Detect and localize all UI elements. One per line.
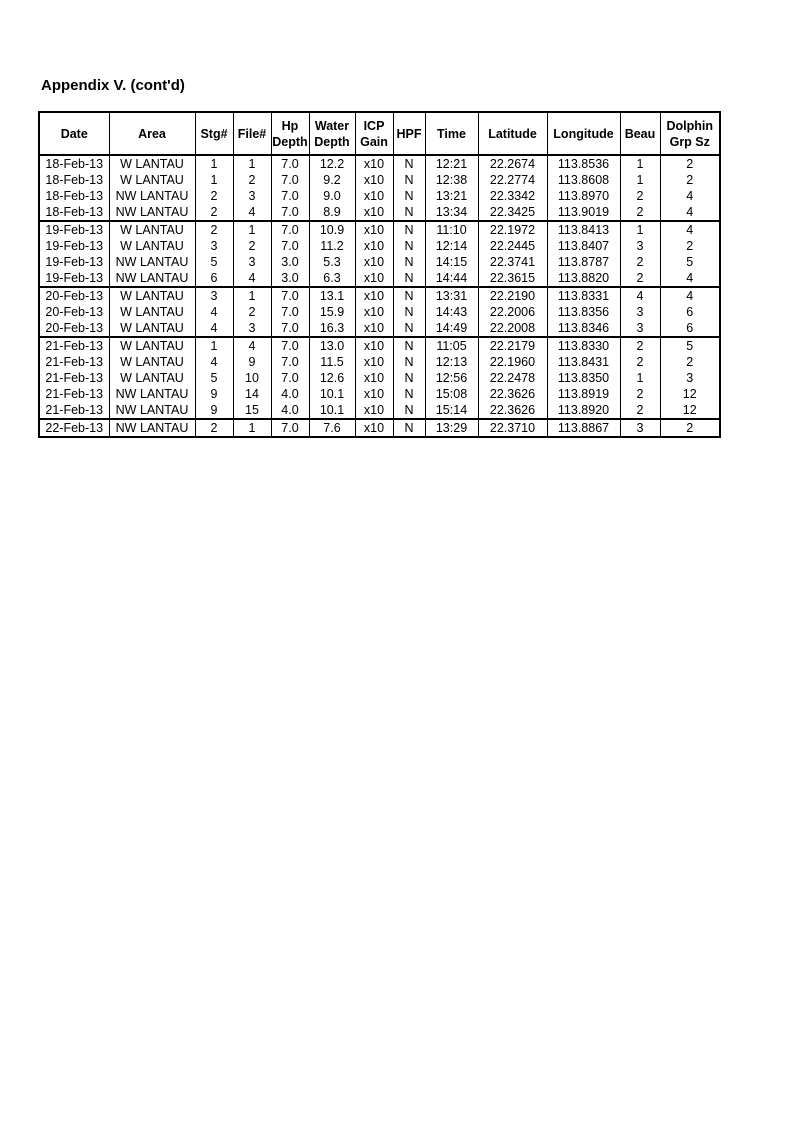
table-cell: N bbox=[393, 320, 425, 337]
table-cell: 113.8330 bbox=[547, 337, 620, 354]
table-cell: 5 bbox=[195, 370, 233, 386]
table-cell: W LANTAU bbox=[109, 370, 195, 386]
table-cell: 2 bbox=[660, 155, 720, 172]
table-cell: W LANTAU bbox=[109, 221, 195, 238]
table-cell: 21-Feb-13 bbox=[39, 370, 109, 386]
table-cell: W LANTAU bbox=[109, 320, 195, 337]
table-cell: 22.3342 bbox=[478, 188, 547, 204]
table-cell: 3 bbox=[660, 370, 720, 386]
table-cell: 13.0 bbox=[309, 337, 355, 354]
table-cell: 12.2 bbox=[309, 155, 355, 172]
column-header-line: HPF bbox=[396, 126, 422, 141]
table-cell: 4 bbox=[660, 270, 720, 287]
table-cell: 113.8413 bbox=[547, 221, 620, 238]
table-cell: N bbox=[393, 386, 425, 402]
table-cell: NW LANTAU bbox=[109, 188, 195, 204]
column-header-line: ICP bbox=[363, 118, 385, 133]
table-cell: 7.0 bbox=[271, 320, 309, 337]
table-cell: x10 bbox=[355, 238, 393, 254]
column-header-line: Area bbox=[138, 126, 166, 141]
table-cell: x10 bbox=[355, 172, 393, 188]
table-cell: 22-Feb-13 bbox=[39, 419, 109, 437]
table-cell: 3 bbox=[233, 188, 271, 204]
table-cell: 22.3741 bbox=[478, 254, 547, 270]
table-cell: 1 bbox=[233, 155, 271, 172]
table-row bbox=[39, 254, 720, 270]
table-cell: 113.8820 bbox=[547, 270, 620, 287]
table-cell: 22.3626 bbox=[478, 386, 547, 402]
table-cell: 1 bbox=[195, 155, 233, 172]
table-cell: 22.3615 bbox=[478, 270, 547, 287]
column-header bbox=[478, 112, 547, 155]
table-cell: W LANTAU bbox=[109, 337, 195, 354]
table-cell: 4 bbox=[195, 320, 233, 337]
table-cell: 7.0 bbox=[271, 204, 309, 221]
table-cell: 4.0 bbox=[271, 386, 309, 402]
table-cell: 7.0 bbox=[271, 287, 309, 304]
table-cell: 3 bbox=[620, 238, 660, 254]
table-cell: 113.8356 bbox=[547, 304, 620, 320]
table-cell: 2 bbox=[195, 419, 233, 437]
table-cell: W LANTAU bbox=[109, 172, 195, 188]
column-header-line: Hp bbox=[281, 118, 299, 133]
table-cell: 2 bbox=[620, 188, 660, 204]
table-cell: 18-Feb-13 bbox=[39, 204, 109, 221]
table-cell: 9 bbox=[195, 402, 233, 419]
table-cell: 11.5 bbox=[309, 354, 355, 370]
table-cell: 2 bbox=[660, 238, 720, 254]
table-cell: 9.2 bbox=[309, 172, 355, 188]
table-cell: 6 bbox=[660, 320, 720, 337]
column-header-line: Latitude bbox=[488, 126, 537, 141]
table-cell: 4 bbox=[233, 337, 271, 354]
column-header-line: Gain bbox=[360, 134, 388, 149]
table-cell: 14:44 bbox=[425, 270, 478, 287]
column-header-line: Depth bbox=[272, 134, 308, 149]
table-cell: 11.2 bbox=[309, 238, 355, 254]
table-cell: 22.2190 bbox=[478, 287, 547, 304]
table-cell: 22.3710 bbox=[478, 419, 547, 437]
column-header-line: Grp Sz bbox=[669, 134, 710, 149]
table-cell: 4 bbox=[195, 304, 233, 320]
table-cell: N bbox=[393, 238, 425, 254]
table-cell: 3 bbox=[620, 419, 660, 437]
table-cell: 9 bbox=[233, 354, 271, 370]
column-header bbox=[355, 112, 393, 155]
table-cell: x10 bbox=[355, 320, 393, 337]
table-cell: 3.0 bbox=[271, 254, 309, 270]
table-cell: x10 bbox=[355, 304, 393, 320]
table-row bbox=[39, 270, 720, 287]
table-cell: 7.0 bbox=[271, 188, 309, 204]
table-cell: 113.8536 bbox=[547, 155, 620, 172]
table-cell: 113.8867 bbox=[547, 419, 620, 437]
table-cell: N bbox=[393, 402, 425, 419]
table-cell: 2 bbox=[233, 172, 271, 188]
table-row bbox=[39, 287, 720, 304]
table-row bbox=[39, 419, 720, 437]
table-cell: 1 bbox=[620, 155, 660, 172]
table-cell: 2 bbox=[620, 337, 660, 354]
column-header bbox=[620, 112, 660, 155]
table-cell: 4 bbox=[620, 287, 660, 304]
table-cell: x10 bbox=[355, 221, 393, 238]
column-header bbox=[309, 112, 355, 155]
table-cell: 22.3425 bbox=[478, 204, 547, 221]
table-cell: N bbox=[393, 172, 425, 188]
table-cell: 113.8346 bbox=[547, 320, 620, 337]
acoustic-survey-table bbox=[38, 111, 721, 438]
table-cell: W LANTAU bbox=[109, 287, 195, 304]
table-cell: 8.9 bbox=[309, 204, 355, 221]
table-cell: N bbox=[393, 354, 425, 370]
table-cell: 19-Feb-13 bbox=[39, 221, 109, 238]
table-cell: 15:14 bbox=[425, 402, 478, 419]
table-cell: 3.0 bbox=[271, 270, 309, 287]
table-cell: NW LANTAU bbox=[109, 419, 195, 437]
column-header-line: Beau bbox=[624, 126, 656, 141]
table-cell: 19-Feb-13 bbox=[39, 254, 109, 270]
table-cell: 1 bbox=[195, 337, 233, 354]
table-cell: 12 bbox=[660, 402, 720, 419]
table-cell: 2 bbox=[195, 221, 233, 238]
table-cell: 15.9 bbox=[309, 304, 355, 320]
table-cell: 3 bbox=[233, 254, 271, 270]
table-cell: 113.8919 bbox=[547, 386, 620, 402]
table-cell: 12:14 bbox=[425, 238, 478, 254]
table-cell: W LANTAU bbox=[109, 304, 195, 320]
table-cell: 6 bbox=[660, 304, 720, 320]
table-cell: 7.0 bbox=[271, 354, 309, 370]
table-cell: 113.8920 bbox=[547, 402, 620, 419]
table-cell: 9 bbox=[195, 386, 233, 402]
table-cell: x10 bbox=[355, 204, 393, 221]
table-cell: 113.8407 bbox=[547, 238, 620, 254]
table-cell: 113.8787 bbox=[547, 254, 620, 270]
table-cell: 22.1960 bbox=[478, 354, 547, 370]
table-row bbox=[39, 337, 720, 354]
table-cell: 20-Feb-13 bbox=[39, 304, 109, 320]
table-cell: 113.8331 bbox=[547, 287, 620, 304]
table-cell: 4 bbox=[660, 287, 720, 304]
table-cell: 22.2478 bbox=[478, 370, 547, 386]
table-cell: 2 bbox=[620, 386, 660, 402]
column-header bbox=[393, 112, 425, 155]
column-header-line: Depth bbox=[314, 134, 350, 149]
table-cell: NW LANTAU bbox=[109, 204, 195, 221]
table-cell: 2 bbox=[660, 172, 720, 188]
table-cell: 15:08 bbox=[425, 386, 478, 402]
table-cell: x10 bbox=[355, 402, 393, 419]
table-cell: x10 bbox=[355, 370, 393, 386]
table-cell: 10.1 bbox=[309, 386, 355, 402]
column-header bbox=[271, 112, 309, 155]
table-cell: 7.0 bbox=[271, 221, 309, 238]
table-cell: N bbox=[393, 419, 425, 437]
table-cell: 11:10 bbox=[425, 221, 478, 238]
table-cell: 4 bbox=[233, 204, 271, 221]
table-cell: 7.0 bbox=[271, 337, 309, 354]
table-cell: 16.3 bbox=[309, 320, 355, 337]
table-cell: 113.8608 bbox=[547, 172, 620, 188]
table-cell: 12:38 bbox=[425, 172, 478, 188]
column-header-line: Stg# bbox=[200, 126, 228, 141]
table-cell: 22.2774 bbox=[478, 172, 547, 188]
table-cell: 7.0 bbox=[271, 155, 309, 172]
table-cell: 2 bbox=[660, 354, 720, 370]
table-cell: x10 bbox=[355, 287, 393, 304]
table-cell: 1 bbox=[195, 172, 233, 188]
table-cell: 3 bbox=[620, 304, 660, 320]
table-cell: N bbox=[393, 221, 425, 238]
table-cell: N bbox=[393, 254, 425, 270]
table-cell: 2 bbox=[660, 419, 720, 437]
table-cell: NW LANTAU bbox=[109, 270, 195, 287]
table-cell: 13:34 bbox=[425, 204, 478, 221]
table-cell: NW LANTAU bbox=[109, 402, 195, 419]
table-cell: x10 bbox=[355, 188, 393, 204]
table-cell: 1 bbox=[233, 419, 271, 437]
table-cell: x10 bbox=[355, 386, 393, 402]
table-cell: 18-Feb-13 bbox=[39, 172, 109, 188]
table-cell: 18-Feb-13 bbox=[39, 188, 109, 204]
table-cell: 21-Feb-13 bbox=[39, 386, 109, 402]
table-row bbox=[39, 204, 720, 221]
table-cell: 2 bbox=[233, 304, 271, 320]
table-cell: N bbox=[393, 287, 425, 304]
table-cell: N bbox=[393, 155, 425, 172]
column-header-line: Longitude bbox=[553, 126, 614, 141]
table-cell: 12:13 bbox=[425, 354, 478, 370]
table-row bbox=[39, 172, 720, 188]
table-cell: 14:43 bbox=[425, 304, 478, 320]
table-cell: 9.0 bbox=[309, 188, 355, 204]
table-cell: 5 bbox=[660, 254, 720, 270]
table-cell: 6.3 bbox=[309, 270, 355, 287]
table-cell: 21-Feb-13 bbox=[39, 337, 109, 354]
table-cell: 13.1 bbox=[309, 287, 355, 304]
column-header bbox=[109, 112, 195, 155]
table-cell: x10 bbox=[355, 270, 393, 287]
table-cell: 10.9 bbox=[309, 221, 355, 238]
table-cell: 4 bbox=[660, 188, 720, 204]
column-header-line: Water bbox=[314, 118, 350, 133]
table-cell: NW LANTAU bbox=[109, 386, 195, 402]
table-cell: 21-Feb-13 bbox=[39, 402, 109, 419]
table-cell: 6 bbox=[195, 270, 233, 287]
table-cell: 1 bbox=[620, 221, 660, 238]
column-header bbox=[233, 112, 271, 155]
table-cell: 7.0 bbox=[271, 304, 309, 320]
column-header bbox=[39, 112, 109, 155]
table-cell: 22.2674 bbox=[478, 155, 547, 172]
table-cell: 3 bbox=[620, 320, 660, 337]
table-cell: 5 bbox=[195, 254, 233, 270]
table-cell: 12 bbox=[660, 386, 720, 402]
column-header-line: Date bbox=[60, 126, 88, 141]
table-cell: 2 bbox=[620, 204, 660, 221]
column-header bbox=[547, 112, 620, 155]
table-cell: 14:49 bbox=[425, 320, 478, 337]
table-cell: 22.2006 bbox=[478, 304, 547, 320]
table-cell: 2 bbox=[620, 402, 660, 419]
column-header bbox=[425, 112, 478, 155]
appendix-title: Appendix V. (cont'd) bbox=[41, 77, 185, 94]
table-cell: 10 bbox=[233, 370, 271, 386]
table-cell: N bbox=[393, 188, 425, 204]
column-header-line: File# bbox=[237, 126, 267, 141]
table-cell: 2 bbox=[195, 204, 233, 221]
table-cell: x10 bbox=[355, 254, 393, 270]
table-cell: 14 bbox=[233, 386, 271, 402]
table-cell: 3 bbox=[195, 287, 233, 304]
table-cell: 5 bbox=[660, 337, 720, 354]
table-cell: NW LANTAU bbox=[109, 254, 195, 270]
table-cell: 2 bbox=[233, 238, 271, 254]
table-cell: 20-Feb-13 bbox=[39, 320, 109, 337]
table-row bbox=[39, 304, 720, 320]
table-cell: 113.8350 bbox=[547, 370, 620, 386]
table-cell: N bbox=[393, 337, 425, 354]
table-cell: 21-Feb-13 bbox=[39, 354, 109, 370]
table-row bbox=[39, 320, 720, 337]
column-header-line: Time bbox=[437, 126, 466, 141]
table-cell: 2 bbox=[195, 188, 233, 204]
table-row bbox=[39, 221, 720, 238]
table-cell: N bbox=[393, 270, 425, 287]
table-row bbox=[39, 238, 720, 254]
table-cell: 1 bbox=[233, 287, 271, 304]
table-cell: 12:21 bbox=[425, 155, 478, 172]
table-cell: N bbox=[393, 304, 425, 320]
table-row bbox=[39, 155, 720, 172]
table-cell: 7.0 bbox=[271, 419, 309, 437]
table-header-row bbox=[39, 112, 720, 155]
table-cell: 22.2179 bbox=[478, 337, 547, 354]
table-cell: 4.0 bbox=[271, 402, 309, 419]
table-cell: 7.6 bbox=[309, 419, 355, 437]
table-row bbox=[39, 386, 720, 402]
table-cell: 113.9019 bbox=[547, 204, 620, 221]
table-cell: x10 bbox=[355, 419, 393, 437]
table-cell: 4 bbox=[660, 221, 720, 238]
table-cell: 1 bbox=[620, 370, 660, 386]
table-row bbox=[39, 370, 720, 386]
table-cell: 7.0 bbox=[271, 172, 309, 188]
table-row bbox=[39, 354, 720, 370]
table-cell: 7.0 bbox=[271, 370, 309, 386]
table-cell: 18-Feb-13 bbox=[39, 155, 109, 172]
table-cell: 20-Feb-13 bbox=[39, 287, 109, 304]
table-cell: 12:56 bbox=[425, 370, 478, 386]
table-cell: 5.3 bbox=[309, 254, 355, 270]
table-cell: 13:21 bbox=[425, 188, 478, 204]
table-row bbox=[39, 402, 720, 419]
table-cell: 4 bbox=[233, 270, 271, 287]
table-cell: 22.2445 bbox=[478, 238, 547, 254]
table-cell: 14:15 bbox=[425, 254, 478, 270]
column-header bbox=[195, 112, 233, 155]
table-cell: 2 bbox=[620, 354, 660, 370]
table-cell: x10 bbox=[355, 354, 393, 370]
table-cell: 4 bbox=[660, 204, 720, 221]
column-header bbox=[660, 112, 720, 155]
table-cell: 12.6 bbox=[309, 370, 355, 386]
table-cell: 2 bbox=[620, 270, 660, 287]
table-cell: 22.2008 bbox=[478, 320, 547, 337]
table-cell: 113.8431 bbox=[547, 354, 620, 370]
table-cell: x10 bbox=[355, 155, 393, 172]
table-cell: 3 bbox=[233, 320, 271, 337]
table-cell: 22.3626 bbox=[478, 402, 547, 419]
table-cell: N bbox=[393, 370, 425, 386]
table-cell: 7.0 bbox=[271, 238, 309, 254]
table-cell: 19-Feb-13 bbox=[39, 270, 109, 287]
table-cell: 113.8970 bbox=[547, 188, 620, 204]
column-header-line: Dolphin bbox=[666, 118, 713, 133]
table-cell: 2 bbox=[620, 254, 660, 270]
table-cell: W LANTAU bbox=[109, 155, 195, 172]
table-cell: W LANTAU bbox=[109, 354, 195, 370]
table-cell: 3 bbox=[195, 238, 233, 254]
table-cell: 13:29 bbox=[425, 419, 478, 437]
table-cell: 13:31 bbox=[425, 287, 478, 304]
table-cell: 19-Feb-13 bbox=[39, 238, 109, 254]
table-cell: x10 bbox=[355, 337, 393, 354]
table-cell: W LANTAU bbox=[109, 238, 195, 254]
table-cell: 15 bbox=[233, 402, 271, 419]
table-cell: 1 bbox=[233, 221, 271, 238]
table-cell: 1 bbox=[620, 172, 660, 188]
table-cell: 10.1 bbox=[309, 402, 355, 419]
table-row bbox=[39, 188, 720, 204]
table-cell: 22.1972 bbox=[478, 221, 547, 238]
table-cell: 4 bbox=[195, 354, 233, 370]
table-cell: 11:05 bbox=[425, 337, 478, 354]
table-cell: N bbox=[393, 204, 425, 221]
